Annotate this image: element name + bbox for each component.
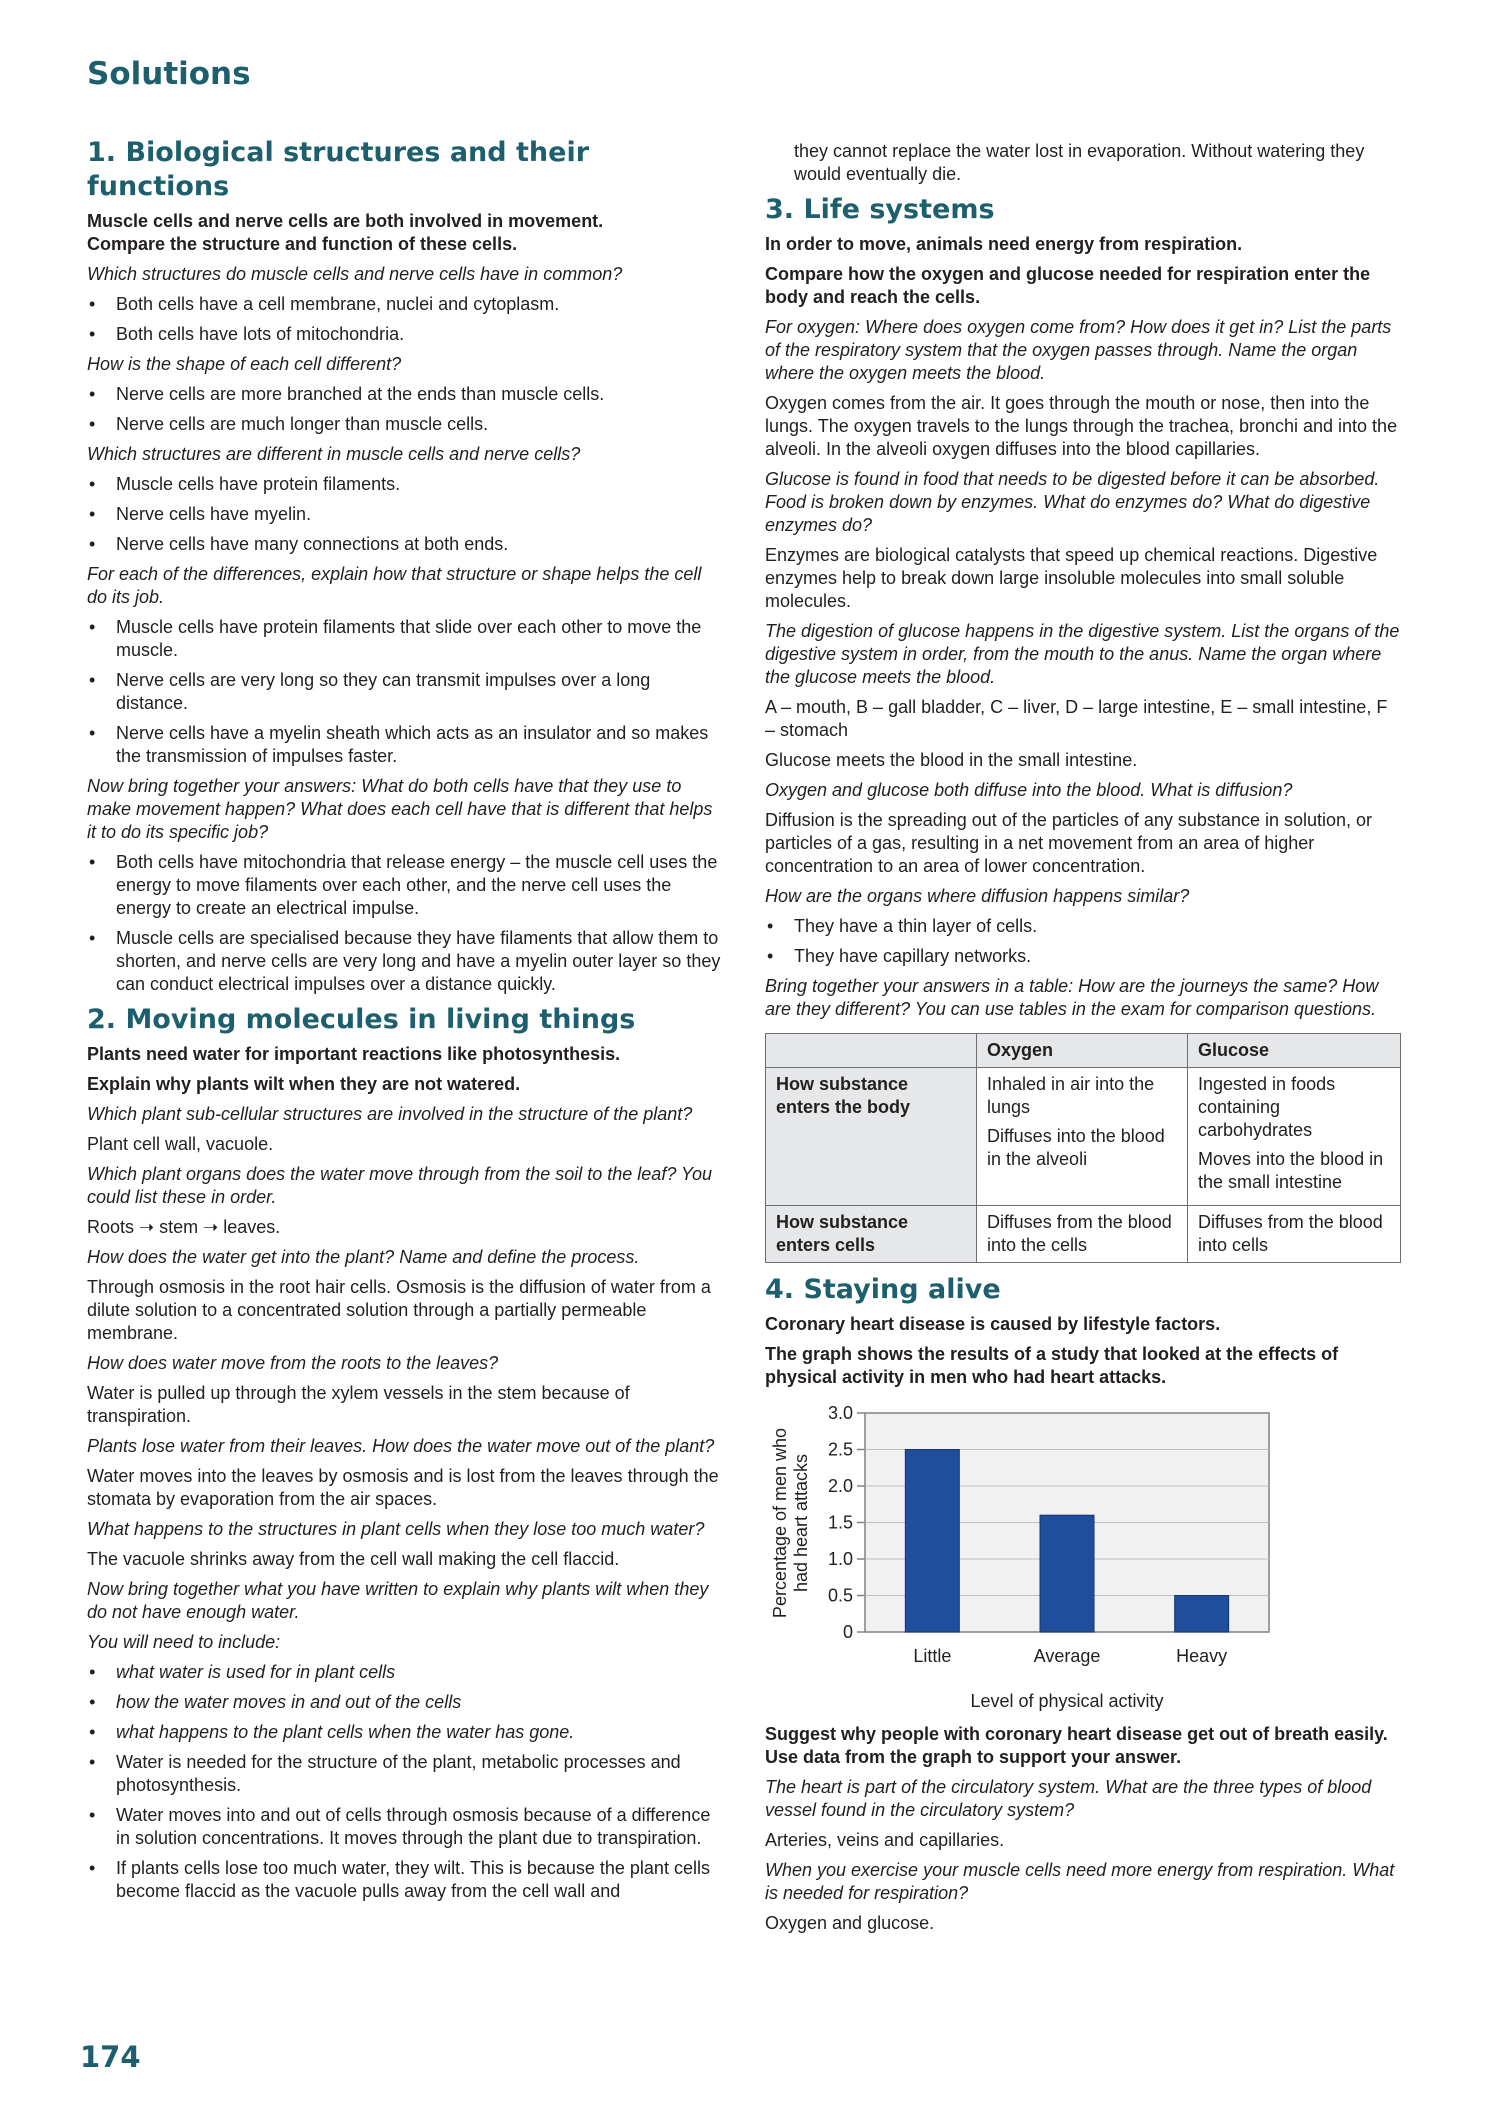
page-title: Solutions [87,56,251,92]
list-item: • They have capillary networks. [765,945,1401,968]
prompt: How does water move from the roots to the leaves? [87,1353,499,1373]
question-text: In order to move, animals need energy from respiration. [765,234,1243,254]
answer-list [87,293,723,346]
bar-little [905,1450,959,1633]
prompt: Bring together your answers in a table: How are the journeys the same? How are they different? You can use tables in the exam for comparison questions. [765,976,1379,1019]
table-header-cell: Oxygen [977,1034,1188,1068]
list-item: • Nerve cells have a myelin sheath which acts as an insulator and so makes the transmission of impulses faster. [87,722,723,768]
prompt: The heart is part of the circulatory system. What are the three types of blood vessel found in the circulatory system? [765,1777,1372,1820]
question-text: Suggest why people with coronary heart disease get out of breath easily. Use data from the graph to support your answer. [765,1724,1388,1767]
prompt: For each of the differences, explain how that structure or shape helps the cell do its job. [87,564,702,607]
table-cell: Diffuses from the blood into cells [1188,1206,1401,1263]
list-item: • Both cells have mitochondria that release energy – the muscle cell uses the energy to move filaments over each other, and the nerve cell uses the energy to create an electrical impulse. [87,851,723,920]
bar-heavy [1175,1596,1229,1633]
answer: Arteries, veins and capillaries. [765,1830,1005,1850]
y-tick-label: 1.5 [827,1512,853,1533]
prompt: When you exercise your muscle cells need more energy from respiration. What is needed for respiration? [765,1860,1395,1903]
comparison-table [765,1033,1401,1263]
table-cell [977,1068,1188,1206]
row-header: How substance enters the body [766,1068,977,1206]
answer: Through osmosis in the root hair cells. Osmosis is the diffusion of water from a dilute solution to a concentrated solution through a partially permeable membrane. [87,1277,711,1343]
prompt: Which plant organs does the water move through from the soil to the leaf? You could list these in order. [87,1164,713,1207]
y-tick-label: 0 [842,1622,853,1642]
table-row [766,1206,1401,1263]
answer-list [87,616,723,768]
prompt: How is the shape of each cell different? [87,354,402,374]
y-tick-label: 0.5 [827,1585,853,1606]
x-tick-label: Heavy [1176,1646,1228,1666]
section-3-heading: 3. Life systems [765,194,995,225]
list-item: • Nerve cells are very long so they can transmit impulses over a long distance. [87,669,723,715]
question-text: Compare the structure and function of these cells. [87,234,518,254]
prompt: Plants lose water from their leaves. How does the water move out of the plant? [87,1436,715,1456]
list-item: • Nerve cells are much longer than muscle cells. [87,413,723,436]
list-item: • Water is needed for the structure of the plant, metabolic processes and photosynthesis. [87,1751,723,1797]
answer: Roots ➝ stem ➝ leaves. [87,1217,281,1237]
answer-list [87,1661,723,1903]
table-cell: Diffuses from the blood into the cells [977,1206,1188,1263]
list-item: • Water moves into and out of cells through osmosis because of a difference in solution concentrations. It moves through the plant due to transpiration. [87,1804,723,1850]
continued-text: they cannot replace the water lost in evaporation. Without watering they would eventually die. [794,141,1365,184]
list-item: • Muscle cells are specialised because they have filaments that allow them to shorten, and nerve cells are very long and have a myelin outer layer so they can conduct electrical impulses over a distance quickly. [87,927,723,996]
question-text: Explain why plants wilt when they are not watered. [87,1074,521,1094]
chart-svg [765,1397,1401,1719]
x-tick-label: Little [913,1646,952,1666]
list-item: • Muscle cells have protein filaments. [87,473,723,496]
answer: A – mouth, B – gall bladder, C – liver, D – large intestine, E – small intestine, F – stomach [765,697,1388,740]
list-item: • Both cells have lots of mitochondria. [87,323,723,346]
cell-line: Diffuses into the blood in the alveoli [987,1126,1165,1169]
question-text: Coronary heart disease is caused by lifestyle factors. [765,1314,1221,1334]
bar-average [1040,1515,1094,1632]
list-item: • They have a thin layer of cells. [765,915,1401,938]
list-item: • what water is used for in plant cells [87,1661,723,1684]
answer: Enzymes are biological catalysts that speed up chemical reactions. Digestive enzymes help to break down large insoluble molecules into small soluble molecules. [765,545,1378,611]
prompt: Which structures do muscle cells and nerve cells have in common? [87,264,623,284]
answer: Diffusion is the spreading out of the particles of any substance in solution, or particles of a gas, resulting in a net movement from an area of higher concentration to an area of lower concentration. [765,810,1373,876]
cell-line: Inhaled in air into the lungs [987,1074,1155,1117]
prompt: The digestion of glucose happens in the digestive system. List the organs of the digestive system in order, from the mouth to the anus. Name the organ where the glucose meets the blood. [765,621,1400,687]
section-4-heading: 4. Staying alive [765,1274,1001,1305]
list-item: • Nerve cells are more branched at the ends than muscle cells. [87,383,723,406]
y-tick-label: 1.0 [827,1549,853,1569]
answer: Water moves into the leaves by osmosis and is lost from the leaves through the stomata by evaporation from the air spaces. [87,1466,719,1509]
prompt: For oxygen: Where does oxygen come from? How does it get in? List the parts of the respiratory system that the oxygen passes through. Name the organ where the oxygen meets the blood. [765,317,1392,383]
y-axis-label-line-1: Percentage of men who [770,1427,790,1619]
question-text: Plants need water for important reactions like photosynthesis. [87,1044,621,1064]
answer-list [87,851,723,996]
table-header-row [766,1034,1401,1068]
y-tick-label: 3.0 [827,1403,853,1423]
right-column [765,140,1401,1942]
prompt: How does the water get into the plant? Name and define the process. [87,1247,640,1267]
section-1-heading: 1. Biological structures and their functions [87,137,590,202]
list-item: • If plants cells lose too much water, they wilt. This is because the plant cells become flaccid as the vacuole pulls away from the cell wall and [87,1857,723,1903]
prompt: Which plant sub-cellular structures are involved in the structure of the plant? [87,1104,693,1124]
list-item: • Both cells have a cell membrane, nuclei and cytoplasm. [87,293,723,316]
x-tick-label: Average [1033,1646,1101,1666]
answer: Water is pulled up through the xylem vessels in the stem because of transpiration. [87,1383,630,1426]
table-header-cell [766,1034,977,1068]
table-row [766,1068,1401,1206]
answer: Plant cell wall, vacuole. [87,1134,274,1154]
cell-line: Ingested in foods containing carbohydrates [1198,1074,1336,1140]
prompt: Now bring together what you have written to explain why plants wilt when they do not have enough water. [87,1579,709,1622]
question-text: The graph shows the results of a study that looked at the effects of physical activity in men who had heart attacks. [765,1344,1339,1387]
answer: Oxygen and glucose. [765,1913,935,1933]
answer: Oxygen comes from the air. It goes through the mouth or nose, then into the lungs. The oxygen travels to the lungs through the trachea, bronchi and into the alveoli. In the alveoli oxygen diffuses into the blood capillaries. [765,393,1398,459]
prompt: Glucose is found in food that needs to be digested before it can be absorbed. Food is broken down by enzymes. What do enzymes do? What do digestive enzymes do? [765,469,1380,535]
prompt: What happens to the structures in plant cells when they lose too much water? [87,1519,705,1539]
list-item: • how the water moves in and out of the cells [87,1691,723,1714]
list-item: • what happens to the plant cells when the water has gone. [87,1721,723,1744]
question-text: Muscle cells and nerve cells are both involved in movement. [87,211,604,231]
y-tick-label: 2.0 [827,1476,853,1496]
answer: The vacuole shrinks away from the cell wall making the cell flaccid. [87,1549,620,1569]
page-number: 174 [80,2040,141,2074]
table-header-cell: Glucose [1188,1034,1401,1068]
prompt: How are the organs where diffusion happens similar? [765,886,1190,906]
x-tick-labels [913,1646,1227,1666]
y-ticks [828,1403,865,1642]
row-header: How substance enters cells [766,1206,977,1263]
prompt: Now bring together your answers: What do both cells have that they use to make movement happen? What does each cell have that is different that helps it to do its specific job? [87,776,713,842]
y-tick-label: 2.5 [827,1439,853,1460]
cell-line: Moves into the blood in the small intestine [1198,1149,1384,1192]
answer-list [87,383,723,436]
list-item: • Muscle cells have protein filaments that slide over each other to move the muscle. [87,616,723,662]
section-2-heading: 2. Moving molecules in living things [87,1004,636,1035]
question-text: Compare how the oxygen and glucose needed for respiration enter the body and reach the cells. [765,264,1371,307]
answer: Glucose meets the blood in the small intestine. [765,750,1138,770]
answer-list [87,473,723,556]
list-item: • Nerve cells have many connections at both ends. [87,533,723,556]
activity-bar-chart [765,1397,1401,1719]
x-axis-label: Level of physical activity [970,1691,1164,1711]
prompt: Oxygen and glucose both diffuse into the blood. What is diffusion? [765,780,1293,800]
answer-list [765,915,1401,968]
prompt: Which structures are different in muscle cells and nerve cells? [87,444,581,464]
table-cell [1188,1068,1401,1206]
prompt: You will need to include: [87,1632,281,1652]
list-item: • Nerve cells have myelin. [87,503,723,526]
y-axis-label-line-2: had heart attacks [791,1453,811,1593]
left-column [87,136,723,1910]
